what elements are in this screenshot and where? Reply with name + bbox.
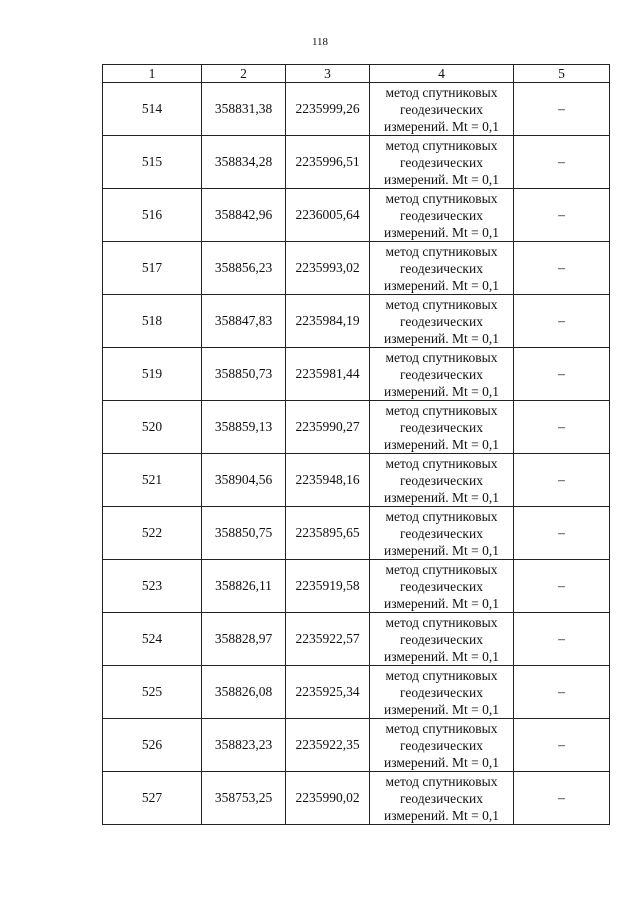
method-line: геодезических <box>400 684 483 700</box>
coordinate-y-cell: 2235895,65 <box>286 507 370 560</box>
note-cell: – <box>514 719 610 772</box>
method-line: геодезических <box>400 154 483 170</box>
coordinate-y-cell: 2235996,51 <box>286 136 370 189</box>
coordinate-y-cell: 2235993,02 <box>286 242 370 295</box>
method-cell <box>370 454 514 507</box>
table-row <box>103 83 610 136</box>
coordinate-x-cell: 358850,75 <box>202 507 286 560</box>
method-line: измерений. Mt = 0,1 <box>383 330 500 346</box>
coordinate-y-cell: 2235925,34 <box>286 666 370 719</box>
coordinate-y-cell: 2236005,64 <box>286 189 370 242</box>
point-number-cell: 520 <box>103 401 202 454</box>
method-line: метод спутниковых <box>385 720 498 736</box>
note-cell: – <box>514 613 610 666</box>
table-row <box>103 401 610 454</box>
method-line: геодезических <box>400 260 483 276</box>
coordinate-x-cell: 358856,23 <box>202 242 286 295</box>
table-row <box>103 772 610 825</box>
method-line: геодезических <box>400 419 483 435</box>
coordinate-x-cell: 358831,38 <box>202 83 286 136</box>
method-line: метод спутниковых <box>385 296 498 312</box>
coordinate-x-cell: 358859,13 <box>202 401 286 454</box>
coordinate-x-cell: 358826,11 <box>202 560 286 613</box>
coordinate-x-cell: 358834,28 <box>202 136 286 189</box>
table-body <box>103 83 610 825</box>
note-cell: – <box>514 401 610 454</box>
table-row <box>103 613 610 666</box>
method-line: метод спутниковых <box>385 84 498 100</box>
method-cell <box>370 348 514 401</box>
method-line: геодезических <box>400 525 483 541</box>
method-line: метод спутниковых <box>385 508 498 524</box>
method-line: метод спутниковых <box>385 402 498 418</box>
method-line: измерений. Mt = 0,1 <box>383 648 500 664</box>
coordinate-y-cell: 2235922,35 <box>286 719 370 772</box>
method-cell <box>370 719 514 772</box>
method-cell <box>370 401 514 454</box>
method-cell <box>370 189 514 242</box>
coordinate-x-cell: 358850,73 <box>202 348 286 401</box>
method-cell <box>370 242 514 295</box>
note-cell: – <box>514 295 610 348</box>
coordinate-x-cell: 358904,56 <box>202 454 286 507</box>
method-line: метод спутниковых <box>385 455 498 471</box>
method-line: измерений. Mt = 0,1 <box>383 171 500 187</box>
method-line: измерений. Mt = 0,1 <box>383 489 500 505</box>
note-cell: – <box>514 136 610 189</box>
method-line: метод спутниковых <box>385 137 498 153</box>
point-number-cell: 524 <box>103 613 202 666</box>
column-header-1: 1 <box>103 65 202 83</box>
method-line: метод спутниковых <box>385 561 498 577</box>
method-line: геодезических <box>400 207 483 223</box>
page-number: 118 <box>311 36 329 48</box>
coordinate-x-cell: 358753,25 <box>202 772 286 825</box>
note-cell: – <box>514 242 610 295</box>
point-number-cell: 519 <box>103 348 202 401</box>
method-line: геодезических <box>400 366 483 382</box>
table-row <box>103 189 610 242</box>
coordinate-y-cell: 2235981,44 <box>286 348 370 401</box>
method-cell <box>370 507 514 560</box>
point-number-cell: 523 <box>103 560 202 613</box>
coordinate-y-cell: 2235984,19 <box>286 295 370 348</box>
note-cell: – <box>514 348 610 401</box>
method-line: геодезических <box>400 790 483 806</box>
point-number-cell: 521 <box>103 454 202 507</box>
column-header-5: 5 <box>514 65 610 83</box>
point-number-cell: 516 <box>103 189 202 242</box>
method-line: геодезических <box>400 472 483 488</box>
method-line: измерений. Mt = 0,1 <box>383 436 500 452</box>
method-cell <box>370 83 514 136</box>
table-row <box>103 719 610 772</box>
method-line: измерений. Mt = 0,1 <box>383 595 500 611</box>
method-line: геодезических <box>400 578 483 594</box>
coordinate-y-cell: 2235990,27 <box>286 401 370 454</box>
method-line: геодезических <box>400 631 483 647</box>
point-number-cell: 526 <box>103 719 202 772</box>
note-cell: – <box>514 772 610 825</box>
point-number-cell: 525 <box>103 666 202 719</box>
point-number-cell: 518 <box>103 295 202 348</box>
method-line: измерений. Mt = 0,1 <box>383 807 500 823</box>
method-line: геодезических <box>400 737 483 753</box>
method-line: измерений. Mt = 0,1 <box>383 383 500 399</box>
coordinate-x-cell: 358847,83 <box>202 295 286 348</box>
method-line: измерений. Mt = 0,1 <box>383 118 500 134</box>
method-line: измерений. Mt = 0,1 <box>383 542 500 558</box>
coordinate-y-cell: 2235919,58 <box>286 560 370 613</box>
point-number-cell: 522 <box>103 507 202 560</box>
method-line: геодезических <box>400 313 483 329</box>
method-line: метод спутниковых <box>385 614 498 630</box>
method-line: измерений. Mt = 0,1 <box>383 224 500 240</box>
note-cell: – <box>514 666 610 719</box>
point-number-cell: 515 <box>103 136 202 189</box>
method-line: метод спутниковых <box>385 190 498 206</box>
point-number-cell: 527 <box>103 772 202 825</box>
table-row <box>103 242 610 295</box>
method-line: метод спутниковых <box>385 243 498 259</box>
coordinate-x-cell: 358823,23 <box>202 719 286 772</box>
coordinate-y-cell: 2235922,57 <box>286 613 370 666</box>
note-cell: – <box>514 507 610 560</box>
table-row <box>103 348 610 401</box>
method-cell <box>370 560 514 613</box>
column-header-2: 2 <box>202 65 286 83</box>
note-cell: – <box>514 83 610 136</box>
method-line: метод спутниковых <box>385 349 498 365</box>
coordinates-table <box>102 64 610 825</box>
coordinate-x-cell: 358826,08 <box>202 666 286 719</box>
table-row <box>103 295 610 348</box>
table-row <box>103 507 610 560</box>
table-row <box>103 136 610 189</box>
method-line: геодезических <box>400 101 483 117</box>
note-cell: – <box>514 560 610 613</box>
coordinate-y-cell: 2235990,02 <box>286 772 370 825</box>
method-line: измерений. Mt = 0,1 <box>383 277 500 293</box>
header-row <box>103 65 610 83</box>
method-cell <box>370 666 514 719</box>
method-line: метод спутниковых <box>385 773 498 789</box>
point-number-cell: 514 <box>103 83 202 136</box>
method-line: измерений. Mt = 0,1 <box>383 701 500 717</box>
table-row <box>103 454 610 507</box>
coordinate-y-cell: 2235999,26 <box>286 83 370 136</box>
method-cell <box>370 136 514 189</box>
column-header-3: 3 <box>286 65 370 83</box>
point-number-cell: 517 <box>103 242 202 295</box>
table-row <box>103 666 610 719</box>
column-header-4: 4 <box>370 65 514 83</box>
method-cell <box>370 772 514 825</box>
method-line: измерений. Mt = 0,1 <box>383 754 500 770</box>
note-cell: – <box>514 454 610 507</box>
table-row <box>103 560 610 613</box>
coordinate-y-cell: 2235948,16 <box>286 454 370 507</box>
method-cell <box>370 295 514 348</box>
coordinate-x-cell: 358842,96 <box>202 189 286 242</box>
coordinate-x-cell: 358828,97 <box>202 613 286 666</box>
note-cell: – <box>514 189 610 242</box>
method-cell <box>370 613 514 666</box>
method-line: метод спутниковых <box>385 667 498 683</box>
